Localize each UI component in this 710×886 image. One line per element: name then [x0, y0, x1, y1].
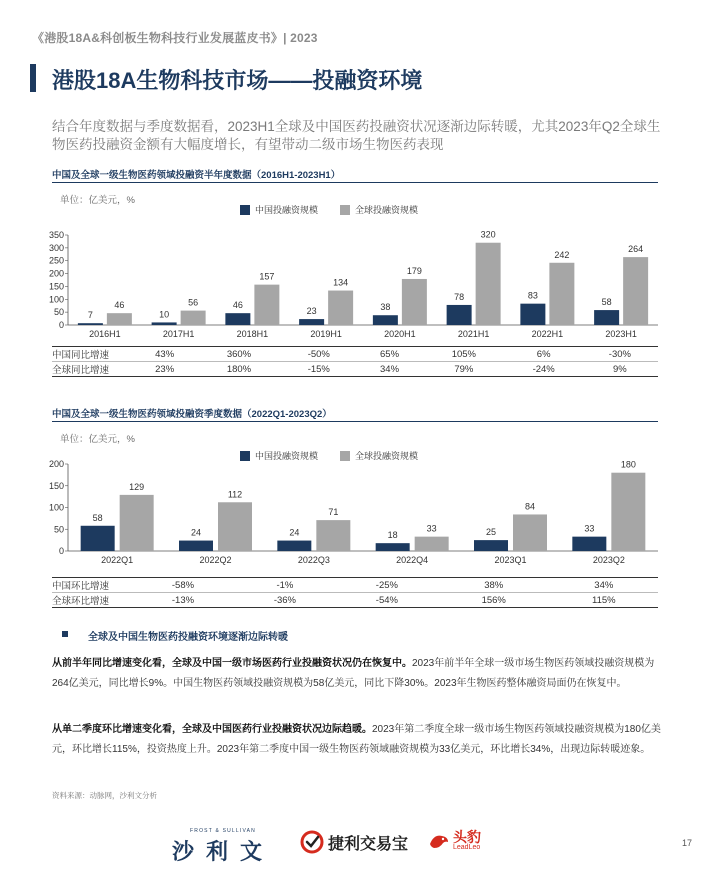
title-accent-bar [30, 64, 36, 92]
data-label: 180 [620, 459, 636, 470]
section-heading: 全球及中国生物医药投融资环境逐渐边际转暖 [88, 632, 288, 643]
jieli-logo-text: 捷利交易宝 [328, 835, 409, 853]
table-cell: 9% [582, 362, 658, 377]
x-tick-label: 2018H1 [236, 329, 269, 339]
bar-global [623, 257, 648, 325]
data-label: 10 [159, 309, 170, 320]
bar-china [594, 310, 619, 325]
legend-label-china: 中国投融资规模 [255, 205, 319, 215]
bar-global [316, 520, 350, 551]
bar-global [611, 473, 645, 551]
table-cell: 23% [132, 362, 197, 377]
chart2-growth-table [52, 577, 658, 608]
data-label: 71 [328, 507, 339, 518]
paragraph-2 [52, 720, 662, 760]
data-label: 33 [584, 523, 595, 534]
x-tick-label: 2020H1 [384, 329, 416, 339]
table-cell: 180% [197, 362, 280, 377]
table-cell: 43% [132, 347, 197, 362]
table-cell: -54% [336, 593, 438, 608]
table-cell: 115% [550, 593, 658, 608]
page-subtitle: 结合年度数据与季度数据看，2023H1全球及中国医药投融资状况逐渐边际转暖，尤其2023年Q2全球生物医药投融资金额有大幅度增长，有望带动二级市场生物医药表现 [52, 119, 661, 152]
data-label: 23 [306, 306, 317, 317]
x-tick-label: 2022H1 [531, 329, 564, 339]
legend-swatch-china [240, 205, 250, 215]
x-tick-label: 2022Q2 [199, 555, 232, 565]
table-cell: 6% [506, 347, 582, 362]
table-row [52, 578, 658, 593]
bar-china [572, 537, 606, 551]
x-tick-label: 2023Q1 [494, 555, 527, 565]
bar-global [120, 495, 154, 551]
x-tick-label: 2023Q2 [592, 555, 625, 565]
y-tick-label: 150 [48, 281, 64, 292]
x-tick-label: 2022Q1 [101, 555, 134, 565]
bar-global [513, 514, 547, 551]
data-label: 179 [406, 265, 422, 276]
chart2-title: 中国及全球一级生物医药领域投融资季度数据（2022Q1-2023Q2） [52, 409, 332, 420]
data-label: 46 [114, 300, 125, 311]
y-tick-label: 100 [48, 294, 64, 305]
bar-global [402, 279, 427, 325]
bar-china [299, 319, 324, 325]
bar-china [474, 540, 508, 551]
bar-china [277, 541, 311, 551]
bar-china [179, 541, 213, 551]
y-tick-label: 200 [48, 268, 64, 279]
x-tick-label: 2017H1 [162, 329, 195, 339]
legend-label-global: 全球投融资规模 [355, 205, 419, 215]
bar-china [78, 323, 103, 325]
y-tick-label: 50 [53, 524, 64, 535]
data-label: 38 [380, 302, 391, 313]
x-tick-label: 2023H1 [605, 329, 637, 339]
page-number: 17 [682, 838, 693, 848]
chart1-rule [52, 182, 658, 183]
data-label: 58 [92, 512, 103, 523]
row-label: 中国环比增速 [52, 578, 132, 593]
paragraph-2-lead: 从单二季度环比增速变化看，全球及中国医药行业投融资状况边际趋暖。 [52, 724, 372, 735]
bar-china [520, 304, 545, 325]
data-label: 112 [227, 489, 243, 500]
bar-global [415, 537, 449, 551]
paragraph-2-body: 2023年第二季度全球一级市场生物医药领域投融资规模为180亿美元，环比增长115%，投资热度上升。2023年第二季度中国一级生物医药领域融资规模为33亿美元，环比增长34%，出现边际转暖迹象。 [52, 724, 661, 755]
bar-global [549, 263, 574, 325]
bar-global [254, 285, 279, 325]
report-header: 《港股18A&科创板生物科技行业发展蓝皮书》| 2023 [32, 31, 318, 45]
leadleo-logo-en: LeadLeo [453, 844, 481, 851]
chart2-rule [52, 421, 658, 422]
table-row [52, 362, 658, 377]
x-tick-label: 2016H1 [89, 329, 121, 339]
bar-china [376, 543, 410, 551]
bar-china [373, 315, 398, 325]
table-cell: 360% [197, 347, 280, 362]
y-tick-label: 250 [48, 255, 64, 266]
chart1-bar-chart [30, 225, 670, 345]
page-title: 港股18A生物科技市场——投融资环境 [52, 68, 423, 93]
data-label: 24 [289, 527, 300, 538]
y-tick-label: 0 [58, 320, 64, 330]
table-cell: 79% [422, 362, 505, 377]
chart1-title: 中国及全球一级生物医药领域投融资半年度数据（2016H1-2023H1） [52, 170, 341, 181]
x-tick-label: 2022Q3 [297, 555, 330, 565]
table-cell: -50% [281, 347, 357, 362]
paragraph-1-body: 2023年前半年全球一级市场生物医药领域投融资规模为264亿美元，同比增长9%。中国生物医药领域投融资规模为58亿美元，同比下降30%。2023年生物医药整体融资局面仍在恢复中。 [52, 658, 655, 689]
chart1-growth-table [52, 346, 658, 377]
data-label: 84 [524, 501, 536, 512]
row-label: 全球同比增速 [52, 362, 132, 377]
bar-global [476, 243, 501, 325]
y-tick-label: 50 [53, 307, 64, 318]
data-label: 7 [87, 310, 93, 321]
table-cell: 34% [357, 362, 422, 377]
data-label: 56 [188, 297, 199, 308]
data-label: 242 [554, 249, 570, 260]
bar-china [447, 305, 472, 325]
frost-sullivan-logo-cn: 沙利文 [171, 839, 274, 864]
y-tick-label: 300 [48, 242, 64, 253]
source-note: 资料来源：动脉网，沙利文分析 [52, 791, 157, 800]
table-row [52, 593, 658, 608]
bar-global [328, 291, 353, 325]
bar-global [218, 502, 252, 551]
table-cell: -30% [582, 347, 658, 362]
y-tick-label: 100 [48, 502, 64, 513]
chart2-unit: 单位：亿美元，% [60, 434, 135, 445]
data-label: 25 [485, 527, 497, 538]
x-tick-label: 2021H1 [457, 329, 490, 339]
table-cell: 156% [438, 593, 550, 608]
data-label: 78 [454, 291, 465, 302]
frost-sullivan-logo [168, 828, 278, 862]
table-cell: 65% [357, 347, 422, 362]
paragraph-1-lead: 从前半年同比增速变化看，全球及中国一级市场医药行业投融资状况仍在恢复中。 [52, 658, 412, 669]
x-tick-label: 2022Q4 [396, 555, 429, 565]
chart1-unit: 单位：亿美元，% [60, 195, 135, 206]
bar-china [225, 313, 250, 325]
leopard-icon [428, 830, 450, 852]
data-label: 33 [426, 523, 437, 534]
jieli-logo [300, 830, 408, 854]
data-label: 129 [129, 481, 145, 492]
y-tick-label: 200 [48, 459, 64, 469]
y-tick-label: 0 [58, 546, 64, 556]
chart2-bar-chart [30, 452, 670, 574]
bar-china [81, 526, 115, 551]
chart1-legend-global [340, 203, 418, 216]
leadleo-logo-cn: 头豹 [453, 829, 481, 845]
data-label: 24 [190, 527, 202, 538]
table-cell: -13% [132, 593, 234, 608]
bar-global [107, 313, 132, 325]
x-tick-label: 2019H1 [310, 329, 342, 339]
chart1-legend-china [240, 203, 318, 216]
leadleo-logo [428, 830, 481, 852]
row-label: 中国同比增速 [52, 347, 132, 362]
table-cell: 34% [550, 578, 658, 593]
table-cell: 105% [422, 347, 505, 362]
data-label: 320 [480, 229, 496, 240]
legend-label-china: 中国投融资规模 [255, 451, 319, 461]
data-label: 46 [232, 300, 243, 311]
data-label: 157 [259, 271, 275, 282]
legend-label-global: 全球投融资规模 [355, 451, 419, 461]
y-tick-label: 150 [48, 480, 64, 491]
table-row [52, 347, 658, 362]
data-label: 18 [387, 530, 398, 541]
table-cell: -25% [336, 578, 438, 593]
bar-china [152, 322, 177, 325]
y-tick-label: 350 [48, 230, 64, 240]
table-cell: -58% [132, 578, 234, 593]
table-cell: -36% [234, 593, 336, 608]
data-label: 264 [628, 244, 644, 255]
data-label: 134 [333, 277, 349, 288]
table-cell: -24% [506, 362, 582, 377]
data-label: 58 [601, 297, 612, 308]
legend-swatch-global [340, 205, 350, 215]
paragraph-1 [52, 654, 662, 694]
section-bullet [62, 631, 68, 637]
jieli-mark-icon [300, 830, 324, 854]
data-label: 83 [527, 290, 538, 301]
table-cell: -15% [281, 362, 357, 377]
table-cell: 38% [438, 578, 550, 593]
frost-sullivan-logo-en: FROST & SULLIVAN [190, 828, 256, 834]
bar-global [181, 311, 206, 325]
row-label: 全球环比增速 [52, 593, 132, 608]
table-cell: -1% [234, 578, 336, 593]
